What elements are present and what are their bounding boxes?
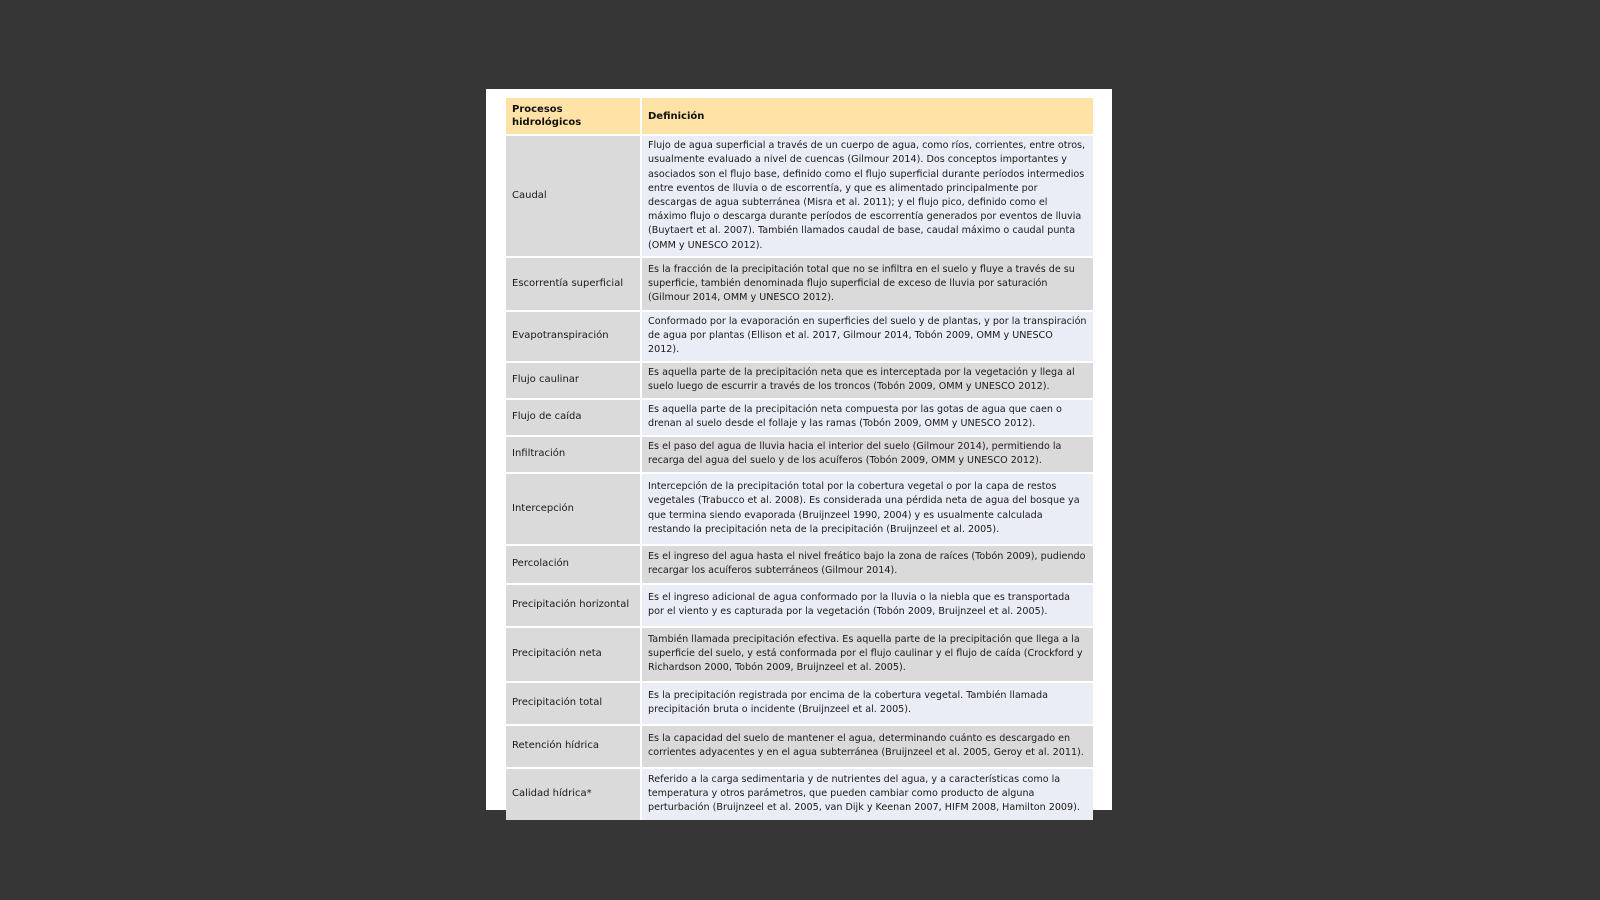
definition-cell: También llamada precipitación efectiva. Es aquella parte de la precipitación que llega a la superficie del suelo, y está conformada por el flujo caulinar y el flujo de caída (Crockford y Richardson 2000, Tobón 2009, Bruijnzeel et al. 2005).	[640, 628, 1093, 681]
table-row	[506, 136, 1093, 256]
definition-cell: Es el ingreso del agua hasta el nivel freático bajo la zona de raíces (Tobón 2009), pudiendo recargar los acuíferos subterráneos (Gilmour 2014).	[640, 546, 1093, 583]
process-cell: Caudal	[506, 136, 640, 256]
table-row	[506, 726, 1093, 767]
process-cell: Precipitación horizontal	[506, 585, 640, 626]
process-cell: Precipitación neta	[506, 628, 640, 681]
table-row	[506, 400, 1093, 435]
header-process: Procesos hidrológicos	[506, 98, 640, 134]
definition-cell: Flujo de agua superficial a través de un cuerpo de agua, como ríos, corrientes, entre otros, usualmente evaluado a nivel de cuencas (Gilmour 2014). Dos conceptos importantes y asociados son el flujo base, definido como el flujo superficial durante períodos intermedios entre eventos de lluvia o de escorrentía, y que es alimentado principalmente por descargas de agua subterránea (Misra et al. 2011); y el flujo pico, definido como el máximo flujo o descarga durante períodos de escorrentía generados por eventos de lluvia (Buytaert et al. 2007). También llamados caudal de base, caudal máximo o caudal punta (OMM y UNESCO 2012).	[640, 136, 1093, 256]
process-cell: Flujo caulinar	[506, 363, 640, 398]
process-cell: Intercepción	[506, 474, 640, 544]
document-page	[486, 89, 1112, 814]
table-row	[506, 312, 1093, 361]
table-row	[506, 258, 1093, 310]
definition-cell: Intercepción de la precipitación total por la cobertura vegetal o por la capa de restos vegetales (Trabucco et al. 2008). Es considerada una pérdida neta de agua del bosque ya que termina siendo evaporada (Bruijnzeel 1990, 2004) y es usualmente calculada restando la precipitación neta de la precipitación (Bruijnzeel et al. 2005).	[640, 474, 1093, 544]
table-row	[506, 683, 1093, 724]
hydrological-processes-table	[506, 96, 1093, 822]
definition-cell: Es el paso del agua de lluvia hacia el interior del suelo (Gilmour 2014), permitiendo la recarga del agua del suelo y de los acuíferos (Tobón 2009, OMM y UNESCO 2012).	[640, 437, 1093, 472]
process-cell: Flujo de caída	[506, 400, 640, 435]
definition-cell: Conformado por la evaporación en superficies del suelo y de plantas, y por la transpiración de agua por plantas (Ellison et al. 2017, Gilmour 2014, Tobón 2009, OMM y UNESCO 2012).	[640, 312, 1093, 361]
process-cell: Infiltración	[506, 437, 640, 472]
table-row	[506, 474, 1093, 544]
definition-cell: Es el ingreso adicional de agua conformado por la lluvia o la niebla que es transportada por el viento y es capturada por la vegetación (Tobón 2009, Bruijnzeel et al. 2005).	[640, 585, 1093, 626]
process-cell: Retención hídrica	[506, 726, 640, 767]
process-cell: Calidad hídrica*	[506, 769, 640, 820]
definition-cell: Es la capacidad del suelo de mantener el agua, determinando cuánto es descargado en corrientes adyacentes y en el agua subterránea (Bruijnzeel et al. 2005, Geroy et al. 2011).	[640, 726, 1093, 767]
table-row	[506, 363, 1093, 398]
definition-cell: Es aquella parte de la precipitación neta que es interceptada por la vegetación y llega al suelo luego de escurrir a través de los troncos (Tobón 2009, OMM y UNESCO 2012).	[640, 363, 1093, 398]
definition-cell: Referido a la carga sedimentaria y de nutrientes del agua, y a características como la temperatura y otros parámetros, que pueden cambiar como producto de alguna perturbación (Bruijnzeel et al. 2005, van Dijk y Keenan 2007, HIFM 2008, Hamilton 2009).	[640, 769, 1093, 820]
table-header-row	[506, 98, 1093, 134]
definition-cell: Es aquella parte de la precipitación neta compuesta por las gotas de agua que caen o drenan al suelo desde el follaje y las ramas (Tobón 2009, OMM y UNESCO 2012).	[640, 400, 1093, 435]
table-row	[506, 437, 1093, 472]
table-row	[506, 546, 1093, 583]
table-row	[506, 769, 1093, 820]
process-cell: Precipitación total	[506, 683, 640, 724]
process-cell: Escorrentía superficial	[506, 258, 640, 310]
process-cell: Percolación	[506, 546, 640, 583]
table-row	[506, 628, 1093, 681]
table-row	[506, 585, 1093, 626]
definition-cell: Es la precipitación registrada por encima de la cobertura vegetal. También llamada precipitación bruta o incidente (Bruijnzeel et al. 2005).	[640, 683, 1093, 724]
header-definition: Definición	[640, 98, 1093, 134]
process-cell: Evapotranspiración	[506, 312, 640, 361]
definition-cell: Es la fracción de la precipitación total que no se infiltra en el suelo y fluye a través de su superficie, también denominada flujo superficial de exceso de lluvia por saturación (Gilmour 2014, OMM y UNESCO 2012).	[640, 258, 1093, 310]
